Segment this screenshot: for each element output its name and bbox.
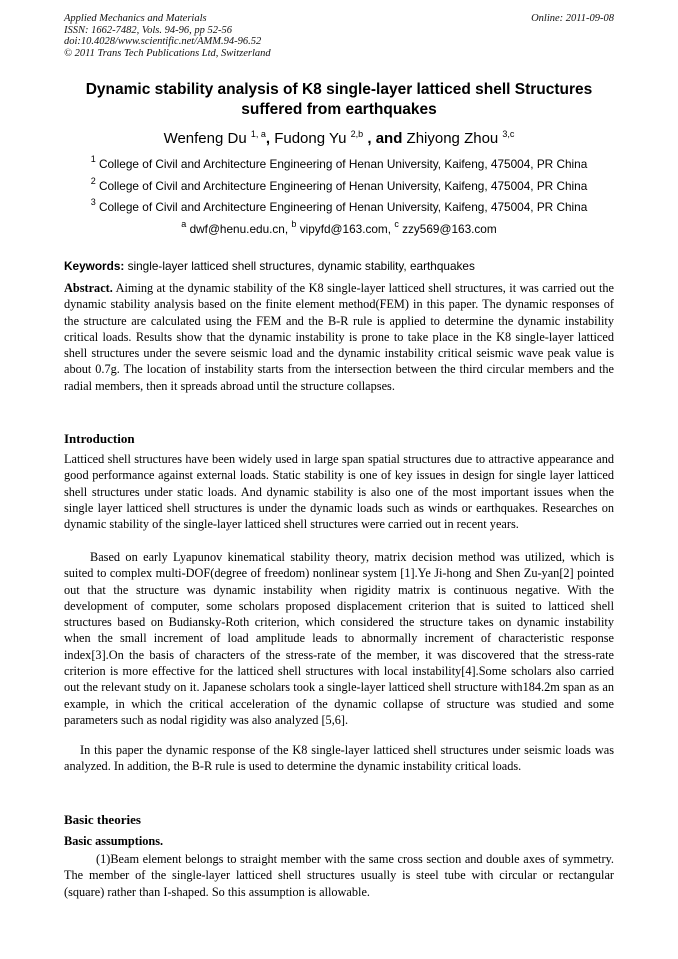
author-1-name: Wenfeng Du	[163, 130, 251, 147]
author-1-sup: 1, a	[250, 129, 266, 139]
issn-line: ISSN: 1662-7482, Vols. 94-96, pp 52-56	[64, 24, 232, 36]
author-3-sup: 3,c	[502, 129, 515, 139]
email-b-sup: b	[291, 219, 297, 229]
author-2-sup: 2,b	[350, 129, 364, 139]
affiliation-3	[64, 197, 614, 214]
abstract-text: Aiming at the dynamic stability of the K8 single-layer latticed shell structures, it was carried out the dynamic stability analysis based on the finite element method(FEM) in this paper. The dynamic responses of the structure are calculated using the FEM and the B-R rule is applied to determine the dynamic instability critical loads. Results show that the dynamic instability is prone to take place in the K8 single-layer latticed shell structures under the severe seismic load and the dynamic instability critical seismic wave peak value is about 0.7g. The location of instability starts from the intersection between the third circular members and the radial members, then it spreads abroad until the structure collapses.	[64, 281, 614, 393]
online-date: Online: 2011-09-08	[531, 13, 614, 24]
email-a: dwf@henu.edu.cn,	[186, 222, 292, 236]
affiliation-1-sup: 1	[90, 154, 96, 164]
affiliation-1	[64, 154, 614, 171]
intro-paragraph-2: Based on early Lyapunov kinematical stability theory, matrix decision method was utilized, which is suited to complex multi-DOF(degree of freedom) nonlinear system [1].Ye Ji-hong and Shen Zu-yan[2] pointed out that the structure was dynamic instability when rigidity matrix is continuous negative. With the development of computer, some scholars proposed displacement criterion that is suited to latticed shell structures based on Budiansky-Roth criterion, which considered the structure takes on dynamic instability when the small increment of load amplitude leads to abnormally increment of characteristic response index[3].On the basis of characters of the stress-rate of the member, it was discovered that the stress-rate criterion is more effective for the latticed shell structures with local instability[4].Some scholars also carried out the relevant study on it. Japanese scholars took a single-layer latticed shell structure with184.2m span as an example, in which the critical acceleration of the dynamic collapse of structure was studied and some parameters such as nodal rigidity was also analyzed [5,6].	[64, 550, 614, 727]
doi-line: doi:10.4028/www.scientific.net/AMM.94-96.52	[64, 36, 262, 47]
subheading-basic-assumptions: Basic assumptions.	[64, 834, 164, 848]
abstract-paragraph	[64, 280, 614, 394]
keywords	[64, 259, 614, 274]
affiliation-2	[64, 176, 614, 193]
affiliation-2-text: College of Civil and Architecture Engineering of Henan University, Kaifeng, 475004, PR China	[95, 179, 588, 193]
paper-title	[64, 80, 614, 120]
copyright-line: © 2011 Trans Tech Publications Ltd, Switzerland	[64, 47, 271, 59]
email-a-sup: a	[181, 219, 187, 229]
author-2-name: Fudong Yu	[274, 130, 351, 147]
author-3-name: Zhiyong Zhou	[406, 130, 503, 147]
affiliation-3-text: College of Civil and Architecture Engineering of Henan University, Kaifeng, 475004, PR China	[95, 200, 588, 214]
author-sep-2: , and	[363, 130, 407, 147]
intro-paragraph-1: Latticed shell structures have been widely used in large span spatial structures due to attractive appearance and good performance against external loads. Static stability is one of key issues in design for single layer latticed shell structures under static loads. And dynamic stability is also one of the most important issues when the single layer latticed shell structures is under the dynamic loads such as winds or earthquakes. Researches on dynamic stability of the single-layer latticed shell structures were carried out in recent years.	[64, 452, 614, 532]
keywords-label: Keywords:	[64, 259, 125, 273]
journal-name: Applied Mechanics and Materials	[64, 13, 207, 24]
email-list	[64, 219, 614, 236]
journal-header	[64, 13, 271, 59]
affiliation-2-sup: 2	[90, 176, 96, 186]
email-b: vipyfd@163.com,	[296, 222, 395, 236]
affiliation-1-text: College of Civil and Architecture Engineering of Henan University, Kaifeng, 475004, PR China	[95, 157, 588, 171]
assumption-paragraph-1: (1)Beam element belongs to straight member with the same cross section and double axes of symmetry. The member of the single-layer latticed shell structures usually is steel tube with circular or rectangular (square) rather than I-shaped. So this assumption is allowable.	[64, 852, 614, 899]
email-c: zzy569@163.com	[398, 222, 497, 236]
affiliation-3-sup: 3	[90, 197, 96, 207]
email-c-sup: c	[394, 219, 399, 229]
section-heading-introduction: Introduction	[64, 431, 135, 446]
intro-paragraph-3: In this paper the dynamic response of the K8 single-layer latticed shell structures under seismic loads was analyzed. In addition, the B-R rule is used to determine the dynamic instability critical loads.	[64, 743, 614, 774]
abstract-label: Abstract.	[64, 281, 113, 295]
author-list	[64, 129, 614, 149]
title-line-1: Dynamic stability analysis of K8 single-layer latticed shell Structures	[85, 81, 593, 98]
keywords-text: single-layer latticed shell structures, dynamic stability, earthquakes	[124, 259, 475, 273]
section-heading-basic-theories: Basic theories	[64, 812, 141, 827]
author-sep-1: ,	[265, 130, 275, 147]
title-line-2: suffered from earthquakes	[241, 101, 437, 118]
